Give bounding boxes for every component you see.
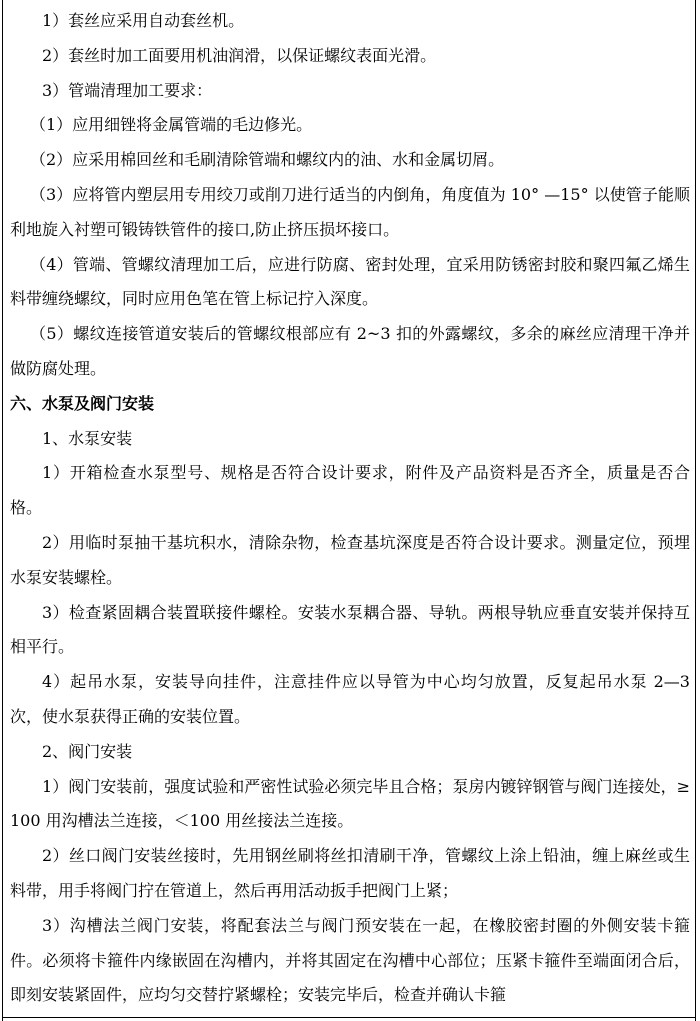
paragraph-pump-1: 1）开箱检查水泵型号、规格是否符合设计要求，附件及产品资料是否齐全，质量是否合格。 bbox=[10, 463, 690, 518]
paragraph-pump-2: 2）用临时泵抽干基坑积水，清除杂物，检查基坑深度是否符合设计要求。测量定位，预埋水泵安装螺栓。 bbox=[10, 532, 690, 587]
subsection-title-valve: 2、阀门安装 bbox=[42, 741, 133, 761]
paragraph-valve-2: 2）丝口阀门安装丝接时，先用钢丝刷将丝扣清刷干净，管螺纹上涂上铅油，缠上麻丝或生料带，用手将阀门拧在管道上，然后再用活动扳手把阀门上紧； bbox=[10, 846, 690, 900]
paragraph-pump-4: 4）起吊水泵，安装导向挂件，注意挂件应以导管为中心均匀放置，反复起吊水泵 2—3 次，使水泵获得正确的安装位置。 bbox=[10, 672, 690, 726]
paragraph-2: 2）套丝时加工面要用机油润滑，以保证螺纹表面光滑。 bbox=[42, 45, 437, 65]
table-bottom-border bbox=[2, 1017, 696, 1018]
section-heading: 六、水泵及阀门安装 bbox=[10, 393, 155, 413]
paragraph-pump-3: 3）检查紧固耦合装置联接件螺栓。安装水泵耦合器、导轨。两根导轨应垂直安装并保持互相平行。 bbox=[10, 602, 690, 657]
subsection-title-pump: 1、水泵安装 bbox=[42, 428, 133, 448]
paragraph-7: （4）管端、管螺纹清理加工后，应进行防腐、密封处理，宜采用防锈密封胶和聚四氟乙烯生料带缠绕螺纹，同时应用色笔在管上标记拧入深度。 bbox=[10, 254, 690, 309]
document-body bbox=[10, 4, 690, 1013]
paragraph-8: （5）螺纹连接管道安装后的管螺纹根部应有 2~3 扣的外露螺纹，多余的麻丝应清理干净并做防腐处理。 bbox=[10, 324, 690, 378]
paragraph-4: （1）应用细锉将金属管端的毛边修光。 bbox=[30, 115, 313, 135]
paragraph-3: 3）管端清理加工要求： bbox=[42, 80, 213, 100]
paragraph-1: 1）套丝应采用自动套丝机。 bbox=[42, 11, 245, 30]
paragraph-valve-3: 3）沟槽法兰阀门安装，将配套法兰与阀门预安装在一起，在橡胶密封圈的外侧安装卡箍件。必须将卡箍件内缘嵌固在沟槽内，并将其固定在沟槽中心部位；压紧卡箍件至端面闭合后，即刻安装紧固件，应均匀交替拧紧螺栓；安装完毕后，检查并确认卡箍 bbox=[10, 915, 690, 1005]
paragraph-5: （2）应采用棉回丝和毛刷清除管端和螺纹内的油、水和金属切屑。 bbox=[30, 150, 505, 170]
paragraph-valve-1: 1）阀门安装前，强度试验和严密性试验必须完毕且合格；泵房内镀锌钢管与阀门连接处，≥100 用沟槽法兰连接，＜100 用丝接法兰连接。 bbox=[10, 776, 690, 831]
paragraph-6: （3）应将管内塑层用专用绞刀或削刀进行适当的内倒角，角度值为 10° —15° 以使管子能顺利地旋入衬塑可锻铸铁管件的接口,防止挤压损坏接口。 bbox=[10, 184, 690, 239]
